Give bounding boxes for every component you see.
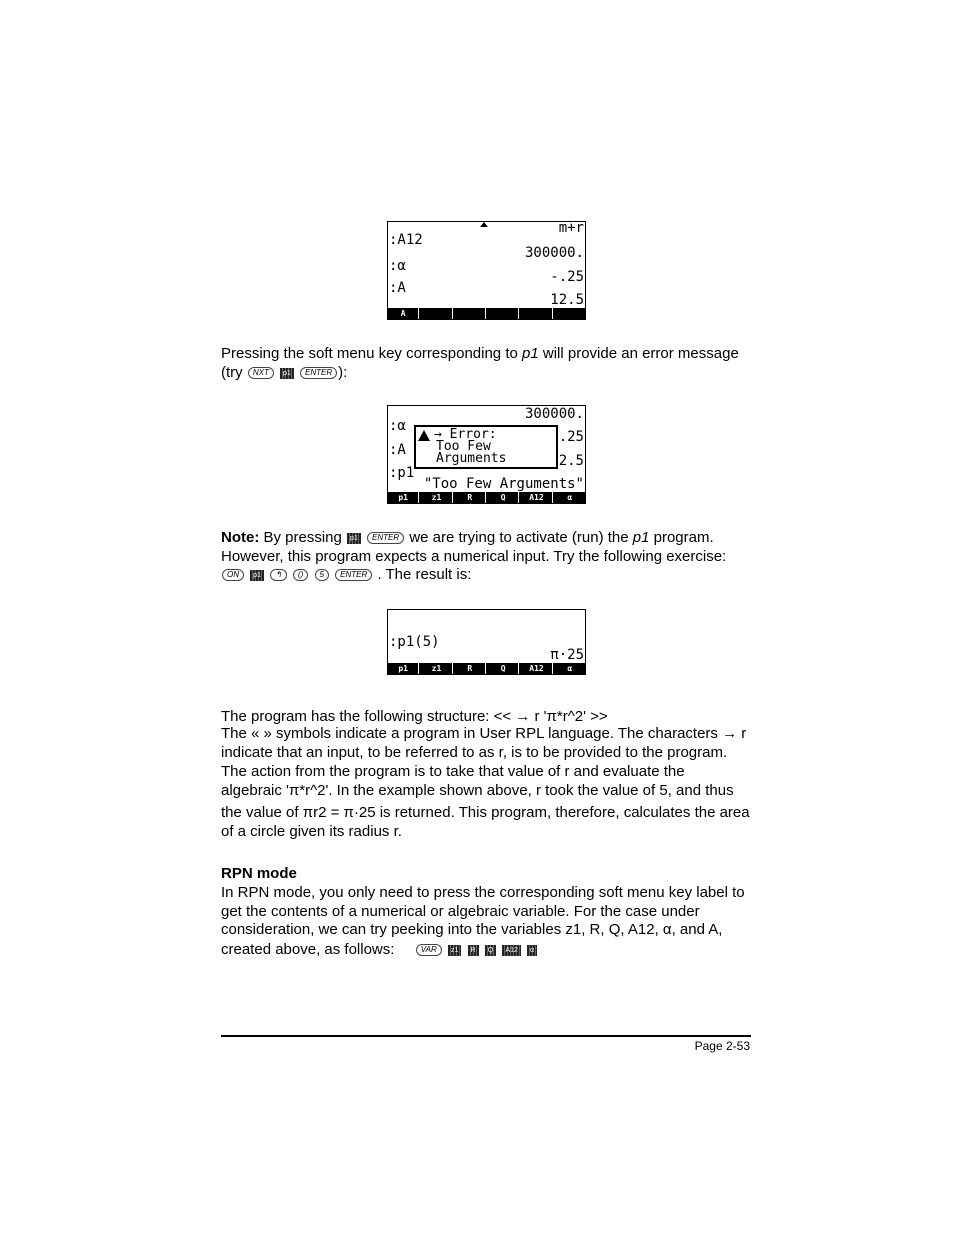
- calculator-screen-3: [387, 609, 586, 675]
- parentheses-key-icon: (): [293, 569, 308, 581]
- softkey-icon: p1: [280, 368, 294, 379]
- section-heading: RPN mode: [221, 865, 297, 882]
- soft-menu: [388, 492, 585, 503]
- paragraph-line: In RPN mode, you only need to press the corresponding soft menu key label to: [221, 884, 745, 901]
- softkey-r-icon: R: [468, 945, 479, 956]
- softkey-p1[interactable]: p1: [388, 663, 419, 674]
- error-title: → Error:: [434, 427, 497, 442]
- softkey-a12[interactable]: A12: [521, 663, 552, 674]
- stack-label: :p1(5): [389, 634, 440, 650]
- softkey[interactable]: [455, 308, 486, 319]
- softkey-q[interactable]: Q: [488, 492, 519, 503]
- stack-value: 300000.: [524, 245, 584, 261]
- enter-key-icon: ENTER: [335, 569, 372, 581]
- stack-label: :α: [389, 418, 406, 434]
- stack-label: :A12: [389, 232, 423, 248]
- paragraph-line: created above, as follows: VAR z1 R Q A12 α: [221, 940, 538, 959]
- header-right-text: m+r: [558, 220, 584, 236]
- softkey-z1[interactable]: z1: [421, 492, 452, 503]
- nxt-key-icon: NXT: [248, 367, 274, 379]
- footer-rule: [221, 1035, 751, 1037]
- softkey-z1[interactable]: z1: [421, 663, 452, 674]
- softkey[interactable]: [521, 308, 552, 319]
- note-line: However, this program expects a numerical input. Try the following exercise:: [221, 548, 727, 565]
- stack-value: 300000.: [524, 406, 584, 422]
- paragraph-line: The « » symbols indicate a program in User RPL language. The characters → r: [221, 725, 747, 742]
- softkey-alpha-icon: α: [527, 945, 537, 956]
- stack-label: :A: [389, 442, 406, 458]
- softkey-icon: p1: [347, 533, 361, 544]
- error-line: Arguments: [436, 451, 507, 466]
- page-number: Page 2-53: [694, 1039, 750, 1053]
- var-key-icon: VAR: [416, 944, 442, 956]
- left-shift-key-icon: ↰: [270, 569, 287, 581]
- soft-menu: [388, 308, 585, 319]
- softkey[interactable]: [555, 308, 585, 319]
- paragraph-line: consideration, we can try peeking into the variables z1, R, Q, A12, α, and A,: [221, 921, 723, 938]
- softkey-a12-icon: A12: [502, 945, 520, 956]
- error-line: Too Few: [436, 439, 491, 454]
- note-line: Note: By pressing p1 ENTER we are trying to activate (run) the p1 program.: [221, 529, 714, 546]
- stack-value: .25: [558, 429, 584, 445]
- paragraph-line: of a circle given its radius r.: [221, 823, 402, 840]
- paragraph-line: get the contents of a numerical or algebraic variable. For the case under: [221, 903, 700, 920]
- variable-name: p1: [522, 345, 539, 362]
- softkey-p1[interactable]: p1: [388, 492, 419, 503]
- softkey-icon: p1: [250, 570, 264, 581]
- stack-value: "Too Few Arguments": [423, 476, 584, 492]
- stack-label: :p1: [389, 465, 415, 481]
- softkey-r[interactable]: R: [455, 492, 486, 503]
- softkey-q[interactable]: Q: [488, 663, 519, 674]
- calculator-screen-1: [387, 221, 586, 320]
- softkey-a12[interactable]: A12: [521, 492, 552, 503]
- softkey-alpha[interactable]: α: [555, 663, 585, 674]
- softkey-r[interactable]: R: [455, 663, 486, 674]
- softkey[interactable]: [488, 308, 519, 319]
- softkey-q-icon: Q: [485, 945, 496, 956]
- paragraph-line: The program has the following structure: << → r 'π*r^2' >>: [221, 708, 608, 725]
- stack-value: 12.5: [550, 292, 584, 308]
- paragraph-line: The action from the program is to take that value of r and evaluate the: [221, 763, 685, 780]
- on-key-icon: ON: [222, 569, 244, 581]
- softkey-alpha[interactable]: α: [555, 492, 585, 503]
- enter-key-icon: ENTER: [367, 532, 404, 544]
- soft-menu: [388, 663, 585, 674]
- stack-value: π·25: [550, 647, 584, 663]
- busy-indicator-icon: [480, 222, 488, 227]
- paragraph-line: the value of πr2 = π·25 is returned. This program, therefore, calculates the area: [221, 804, 750, 821]
- calculator-screen-2: [387, 405, 586, 504]
- stack-value: 2.5: [558, 453, 584, 469]
- stack-label: :A: [389, 280, 406, 296]
- paragraph-line: algebraic 'π*r^2'. In the example shown above, r took the value of 5, and thus: [221, 782, 734, 799]
- warning-icon: [418, 430, 430, 441]
- note-label: Note:: [221, 529, 260, 546]
- paragraph-line: (try NXT p1 ENTER ):: [221, 364, 348, 381]
- softkey-z1-icon: z1: [448, 945, 461, 956]
- stack-value: -.25: [550, 269, 584, 285]
- enter-key-icon: ENTER: [300, 367, 337, 379]
- error-dialog: [414, 425, 558, 469]
- five-key-icon: 5: [315, 569, 329, 581]
- paragraph-line: indicate that an input, to be referred to as r, is to be provided to the program.: [221, 744, 728, 761]
- softkey[interactable]: A: [388, 308, 419, 319]
- note-line: ON p1 ↰ () 5 ENTER . The result is:: [221, 565, 471, 584]
- softkey[interactable]: [421, 308, 452, 319]
- paragraph-line: Pressing the soft menu key corresponding to p1 will provide an error message: [221, 345, 739, 362]
- stack-label: :α: [389, 258, 406, 274]
